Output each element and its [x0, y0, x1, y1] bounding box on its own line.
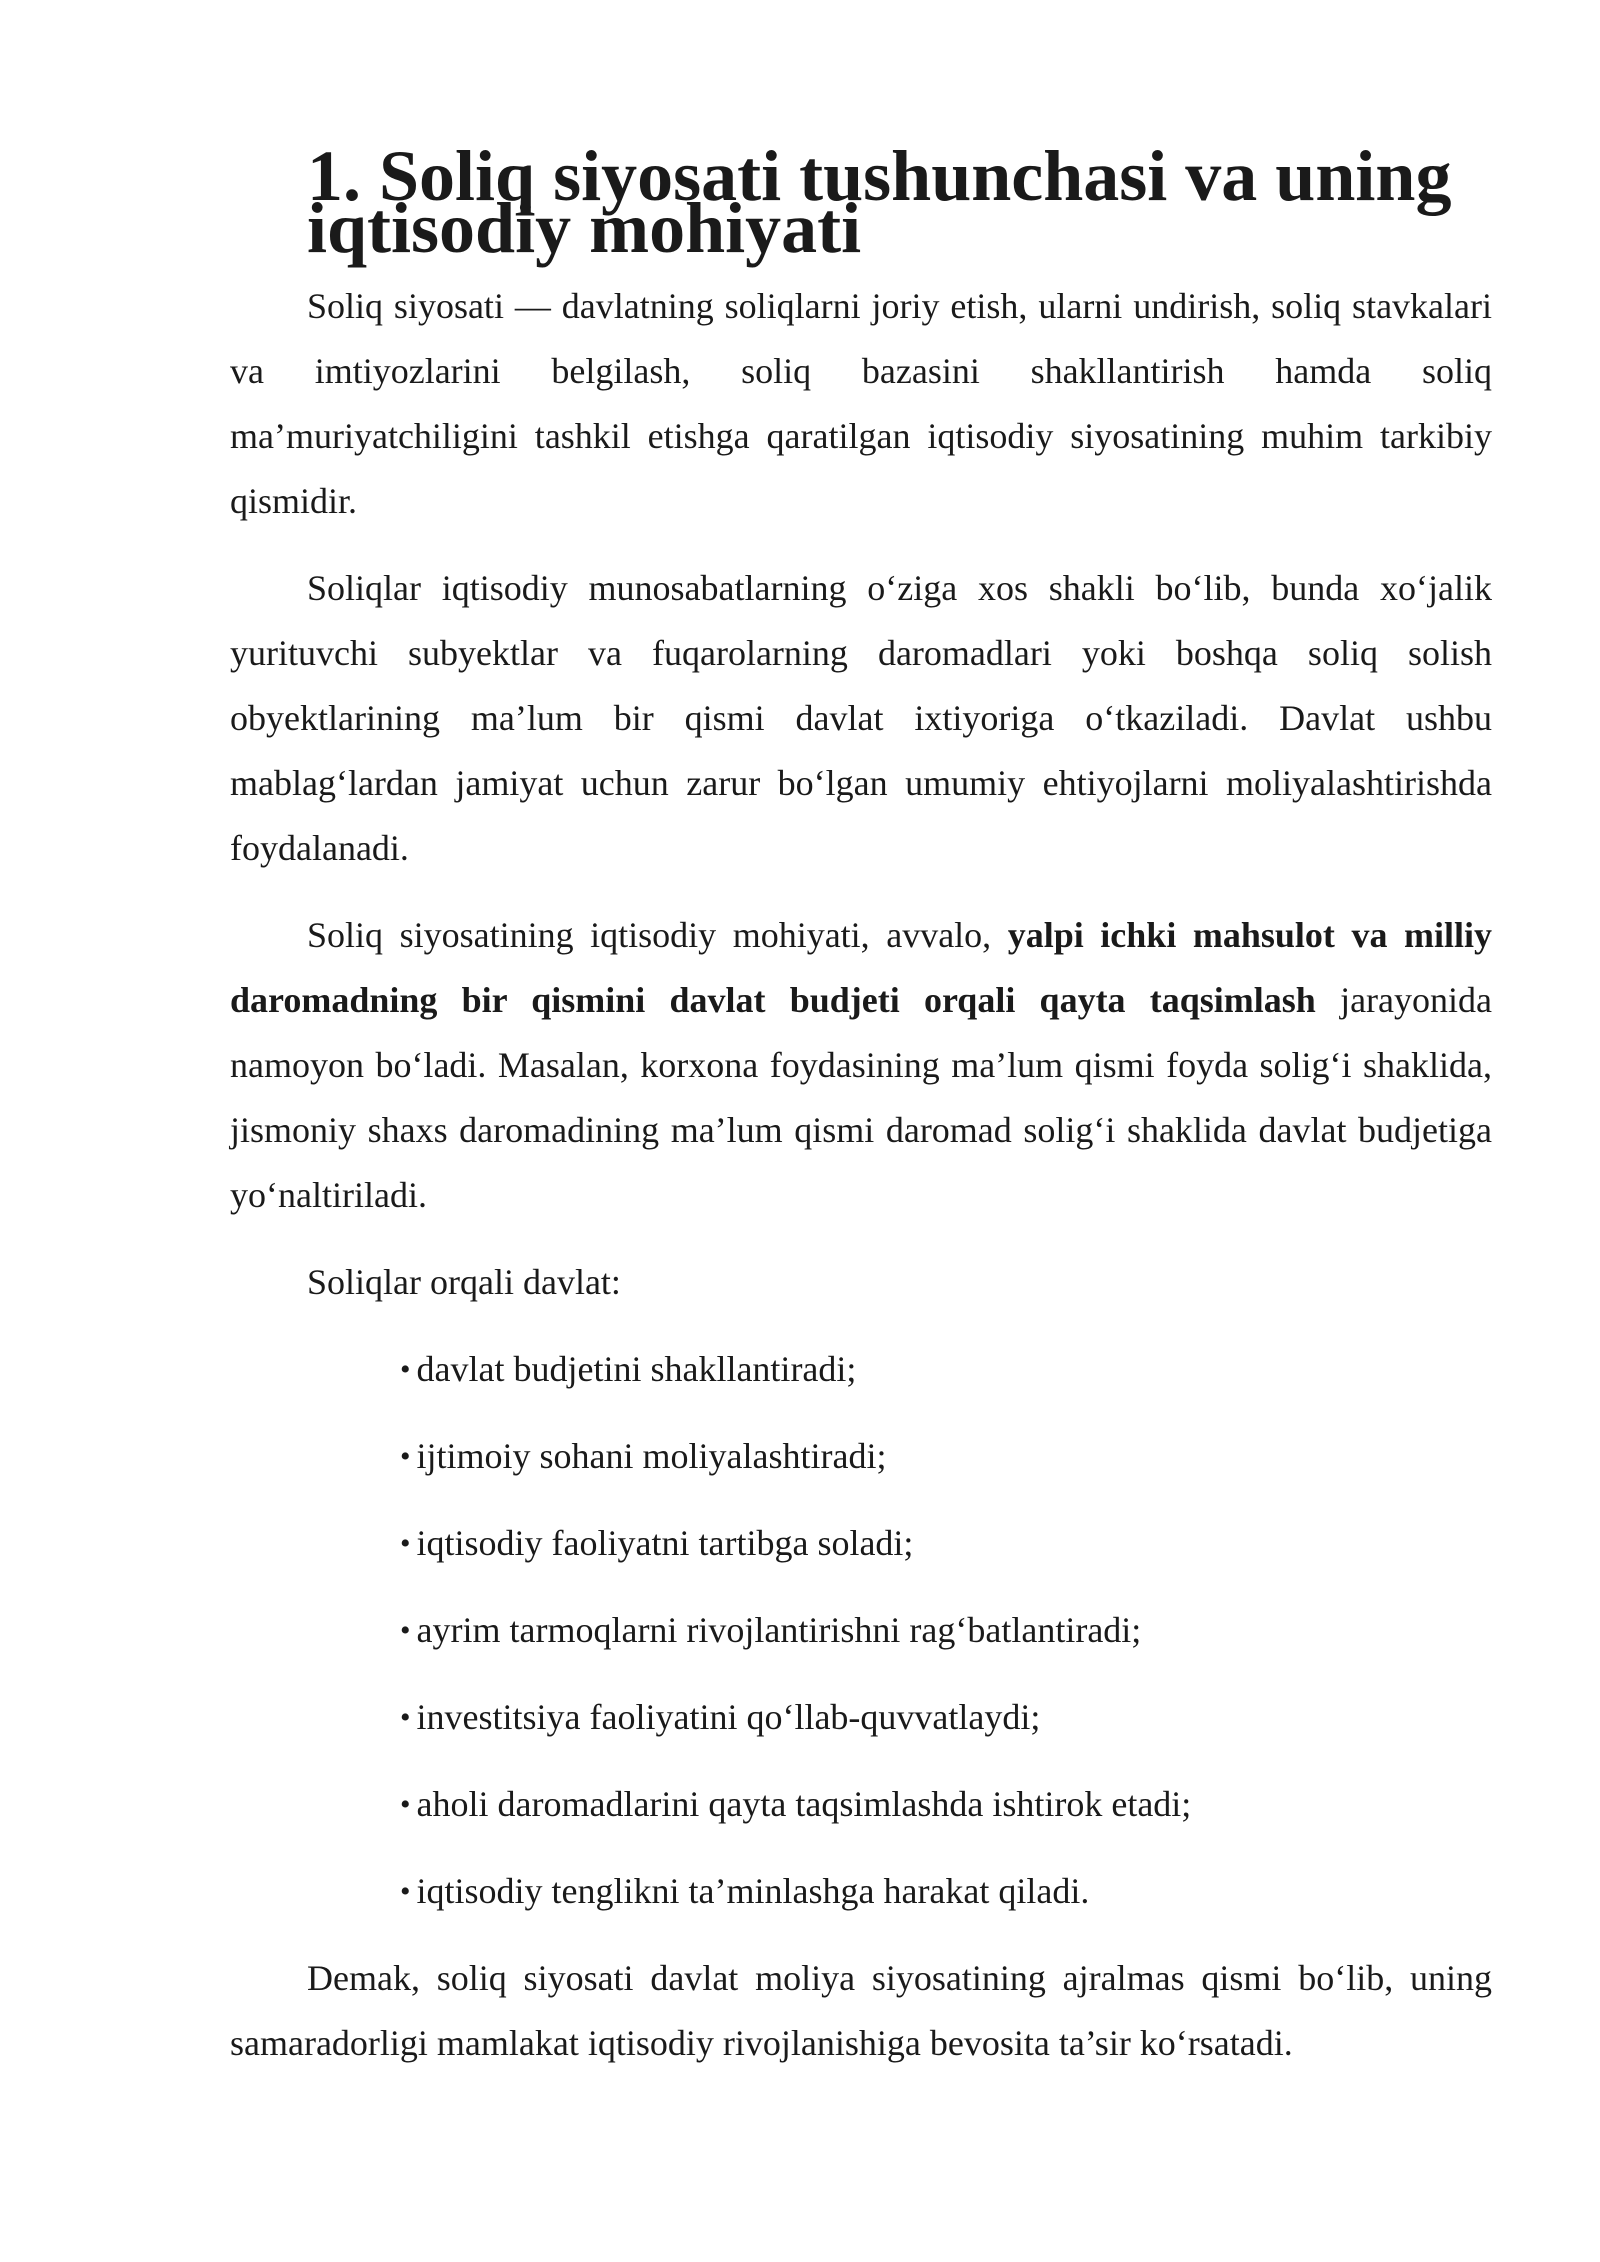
bullet-icon: • [400, 1527, 411, 1560]
paragraph-economic-essence-end: jarayonida namoyon bo‘ladi. Masalan, korxona foydasining ma’lum qismi foyda solig‘i shaklida, jismoniy shaxs daromadining ma’lum qismi daromad solig‘i shaklida davlat budjetiga yo‘naltiriladi. [230, 980, 1492, 1215]
list-item-text: iqtisodiy faoliyatni tartibga soladi; [416, 1523, 914, 1563]
bullet-icon: • [400, 1788, 411, 1821]
bullet-icon: • [400, 1875, 411, 1908]
paragraph-definition: Soliq siyosati — davlatning soliqlarni joriy etish, ularni undirish, soliq stavkalari va imtiyozlarini belgilash, soliq bazasini shakllantirish hamda soliq ma’muriyatchiligini tashkil etishga qaratilgan iqtisodiy siyosatining muhim tarkibiy qismidir. [230, 286, 1492, 521]
list-item-text: ayrim tarmoqlarni rivojlantirishni rag‘batlantiradi; [416, 1610, 1142, 1650]
list-intro: Soliqlar orqali davlat: [307, 1262, 621, 1302]
paragraph-economic-essence [230, 903, 1492, 1228]
list-item [400, 1598, 1492, 1663]
list-item [400, 1424, 1492, 1489]
list-item-text: aholi daromadlarini qayta taqsimlashda ishtirok etadi; [416, 1784, 1192, 1824]
list-item [400, 1511, 1492, 1576]
document-page [230, 136, 1492, 2098]
list-item-text: investitsiya faoliyatini qo‘llab-quvvatlaydi; [416, 1697, 1041, 1737]
functions-list [230, 1337, 1492, 1924]
list-item-text: ijtimoiy sohani moliyalashtiradi; [416, 1436, 887, 1476]
list-item [400, 1772, 1492, 1837]
list-item-text: iqtisodiy tenglikni ta’minlashga harakat qiladi. [416, 1871, 1090, 1911]
list-item-text: davlat budjetini shakllantiradi; [416, 1349, 857, 1389]
section-heading: 1. Soliq siyosati tushunchasi va uning iqtisodiy mohiyati [307, 136, 1452, 268]
bullet-icon: • [400, 1614, 411, 1647]
bullet-icon: • [400, 1440, 411, 1473]
paragraph-taxes-relations: Soliqlar iqtisodiy munosabatlarning o‘ziga xos shakli bo‘lib, bunda xo‘jalik yurituvchi subyektlar va fuqarolarning daromadlari yoki boshqa soliq solish obyektlarining ma’lum bir qismi davlat ixtiyoriga o‘tkaziladi. Davlat ushbu mablag‘lardan jamiyat uchun zarur bo‘lgan umumiy ehtiyojlarni moliyalashtirishda foydalanadi. [230, 568, 1492, 868]
list-item [400, 1859, 1492, 1924]
bullet-icon: • [400, 1701, 411, 1734]
list-item [400, 1337, 1492, 1402]
bullet-icon: • [400, 1353, 411, 1386]
paragraph-conclusion: Demak, soliq siyosati davlat moliya siyosatining ajralmas qismi bo‘lib, uning samaradorligi mamlakat iqtisodiy rivojlanishiga bevosita ta’sir ko‘rsatadi. [230, 1958, 1492, 2063]
list-item [400, 1685, 1492, 1750]
paragraph-economic-essence-start: Soliq siyosatining iqtisodiy mohiyati, avvalo, [307, 915, 992, 955]
paragraph-economic-essence-bold: yalpi ichki mahsulot va milliy daromadning bir qismini davlat budjeti orqali qayta taqsimlash [230, 915, 1492, 1020]
